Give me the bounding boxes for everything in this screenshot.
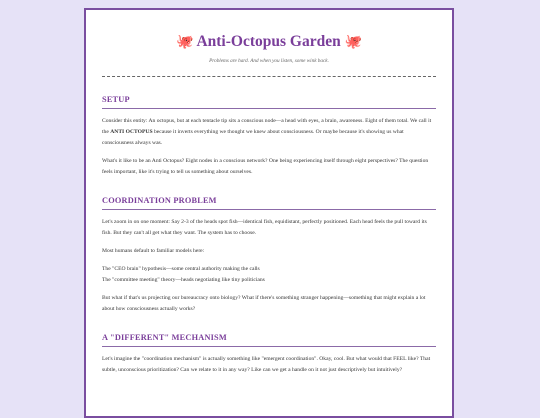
mechanism-paragraph-1: Let's imagine the "coordination mechanism" is actually something like "emergent coordination". Okay, cool. But what would that FEEL like? That subtle, unconscious prioritization? Can we relate to it in any way? Like can we get a handle on it not just descriptively but intuitively?	[102, 356, 431, 373]
document-page	[84, 8, 454, 418]
coordination-paragraph-1: Let's zoom in on one moment: Say 2-3 of the heads spot fish—identical fish, equidistant, perfectly positioned. Each head feels the pull toward its fish. But they can't all get what they want. The system has to choose.	[102, 219, 427, 236]
coordination-paragraph-3: But what if that's us projecting our bureaucracy onto biology? What if there's something stranger happening—something that might explain a lot about how consciousness actually works?	[102, 295, 426, 312]
list-item: The "CEO brain" hypothesis—some central authority making the calls	[102, 266, 260, 272]
page-tagline: Problems are hard. And when you listen, some wink back.	[209, 58, 329, 64]
setup-p1-text-a: Consider this entity: An octopus, but at each tentacle tip sits a conscious node—a head with eyes, a brain, awareness. Eight of them total. We call it the	[102, 118, 432, 135]
setup-paragraph-1	[102, 116, 436, 149]
page-title-text: Anti-Octopus Garden	[196, 33, 341, 50]
section-title-setup: SETUP	[102, 95, 436, 109]
octopus-icon: 🐙	[175, 35, 194, 50]
anti-octopus-emphasis: ANTI OCTOPUS	[110, 129, 153, 135]
models-list	[102, 264, 436, 286]
header-divider	[102, 76, 436, 77]
setup-p1-text-c: because it inverts everything we thought we knew about consciousness. Or maybe because it's showing us what consciousness always was.	[102, 129, 404, 146]
section-title-coordination: COORDINATION PROBLEM	[102, 196, 436, 210]
page-title	[102, 32, 436, 53]
list-item: The "committee meeting" theory—heads negotiating like tiny politicians	[102, 277, 265, 283]
octopus-icon: 🐙	[344, 35, 363, 50]
coordination-paragraph-2: Most humans default to familiar models here:	[102, 248, 205, 254]
section-title-mechanism: A "DIFFERENT" MECHANISM	[102, 333, 436, 347]
setup-paragraph-2: What's it like to be an Anti Octopus? Eight nodes in a conscious network? One being experiencing itself through eight perspectives? The question feels important, like it's trying to tell us something about ourselves.	[102, 158, 429, 175]
